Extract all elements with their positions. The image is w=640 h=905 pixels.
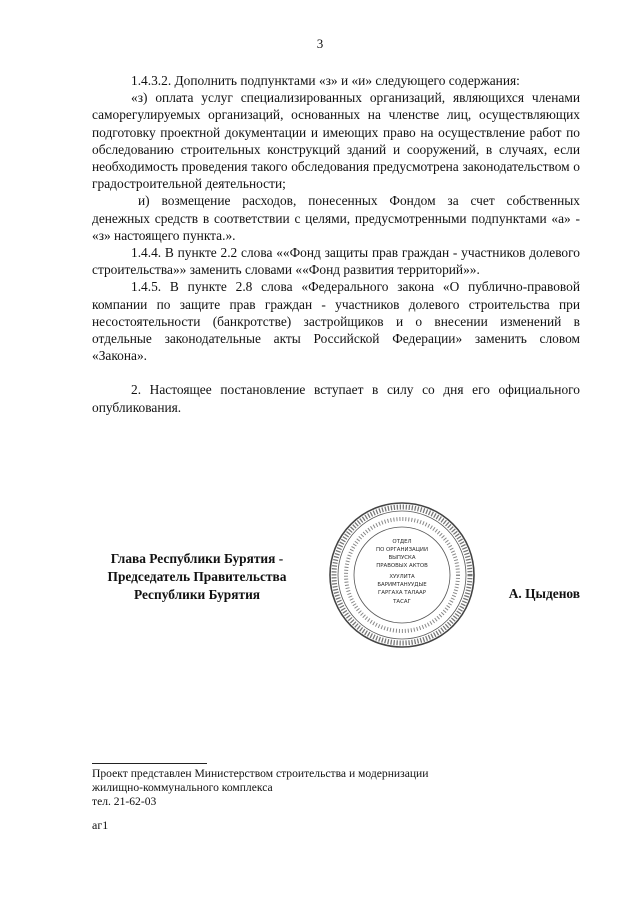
footnote (92, 767, 542, 809)
paragraph-1-4-5: 1.4.5. В пункте 2.8 слова «Федерального закона «О публично-правовой компании по защите прав граждан - участников долевого строительства при несостоятельности (банкротстве) застройщиков и о внесении изменений в отдельные законодательные акты Российской Федерации» заменить словом «Закона». (92, 279, 580, 364)
paragraph-1-4-3-2: 1.4.3.2. Дополнить подпунктами «з» и «и» следующего содержания: (131, 73, 520, 88)
seal-text-line: ГАРГАХА ТАЛААР (378, 590, 426, 596)
seal-text-line: ВЫПУСКА (388, 555, 416, 561)
document-code: аг1 (92, 818, 109, 832)
paragraph-subitem-i: и) возмещение расходов, понесенных Фондом за счет собственных денежных средств в соответствии с целями, предусмотренными подпунктами «а» - «з» настоящего пункта.». (92, 193, 580, 243)
signatory-title-line: Председатель Правительства (107, 569, 287, 584)
signatory-name: А. Цыденов (508, 586, 580, 601)
footnote-phone: тел. 21-62-03 (92, 795, 157, 808)
seal-text-line: ХУУЛИТА (389, 574, 415, 580)
seal-text-line: ПРАВОВЫХ АКТОВ (376, 563, 428, 569)
footnote-divider (92, 763, 207, 764)
seal-text-line: ПО ОРГАНИЗАЦИИ (376, 547, 428, 553)
seal-text-line: ТАСАГ (393, 599, 411, 605)
paragraph-2: 2. Настоящее постановление вступает в силу со дня его официального опубликования. (92, 382, 580, 415)
page-number: 3 (316, 36, 324, 51)
footnote-line: жилищно-коммунального комплекса (92, 781, 273, 794)
seal-text-line: ОТДЕЛ (392, 539, 412, 545)
document-body (92, 72, 580, 416)
signatory-title (92, 550, 302, 604)
signatory-title-line: Глава Республики Бурятия - (110, 551, 284, 566)
official-seal (316, 500, 488, 650)
paragraph-subitem-z: «з) оплата услуг специализированных организаций, являющихся членами саморегулируемых организаций, основанных на членстве лиц, осуществляющих подготовку проектной документации и имеющих право на осуществление работ по обследованию строительных конструкций зданий и сооружений, в случаях, если необходимость проведения такого обследования предусмотрена законодательством о градостроительной деятельности; (92, 90, 580, 192)
footnote-line: Проект представлен Министерством строительства и модернизации (92, 767, 429, 780)
paragraph-1-4-4: 1.4.4. В пункте 2.2 слова ««Фонд защиты прав граждан - участников долевого строительства»» заменить словами ««Фонд развития территорий»». (92, 245, 580, 278)
seal-text-line: БАРИМТАНУУДЫЕ (377, 582, 427, 588)
signatory-title-line: Республики Бурятия (133, 587, 261, 602)
